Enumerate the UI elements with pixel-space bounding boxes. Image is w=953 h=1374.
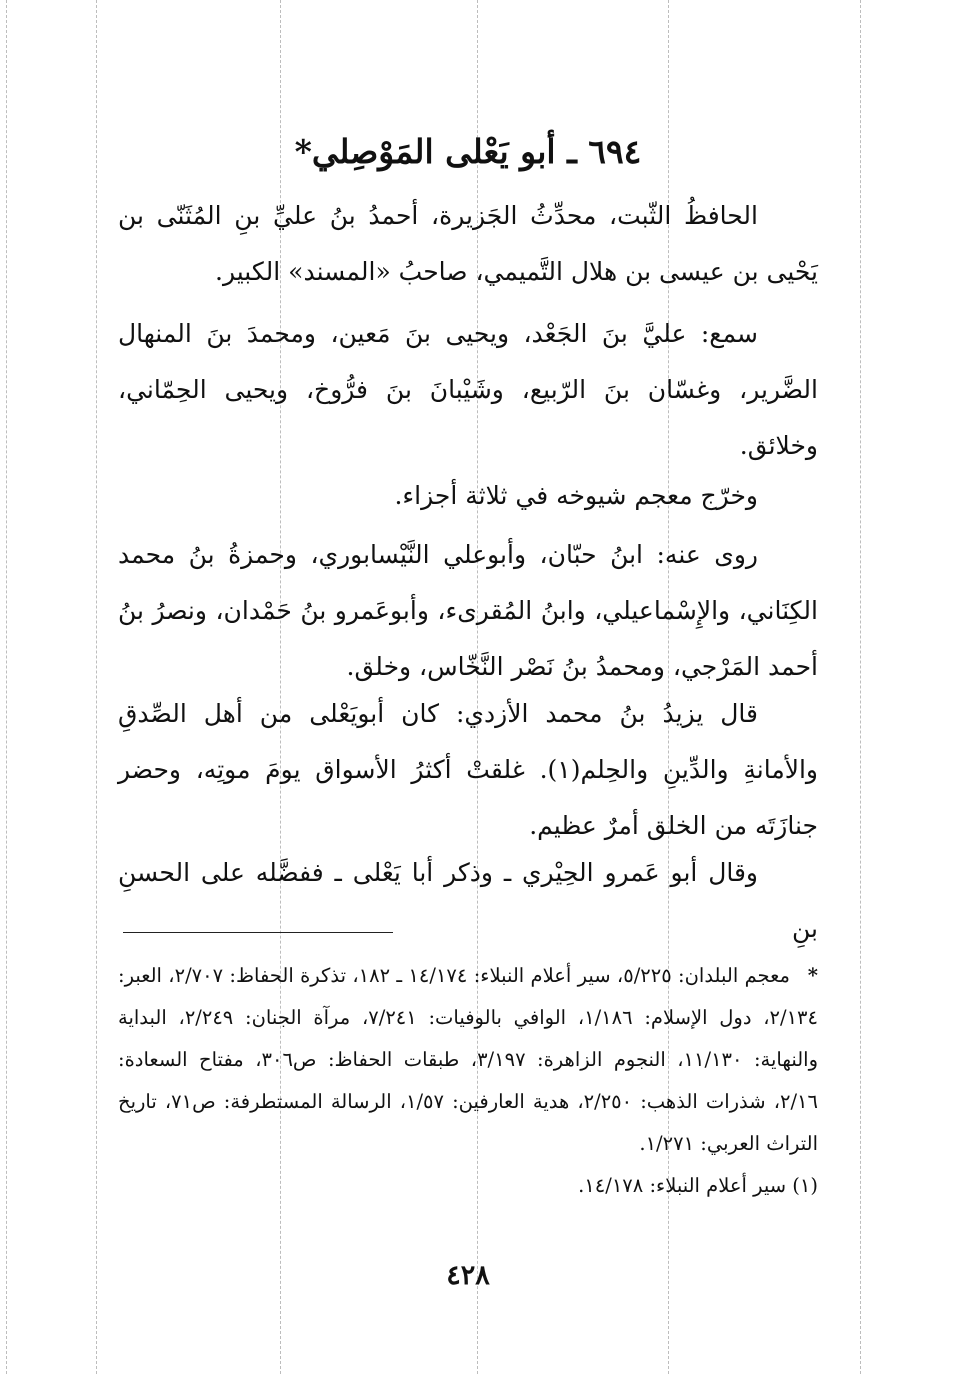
entry-separator: ـ — [567, 132, 577, 171]
scan-guide-line — [96, 0, 97, 1374]
entry-number: ٦٩٤ — [588, 132, 642, 171]
bio-paragraph-students: روى عنه: ابنُ حبّان، وأبوعلي النَّيْسابوري، وحمزةُ بنُ محمد الكِنَاني، والإِسْماعيلي، وابنُ المُقرىء، وأبوعَمرو بنُ حَمْدان، ونصرُ بنُ أحمد المَرْجي، ومحمدُ بنُ نَصْر النَّخّاس، وخلق. — [118, 540, 818, 681]
bio-paragraph-teachers: سمع: عليَّ بنَ الجَعْد، ويحيى بنَ مَعين، ومحمدَ بنَ المنهال الضَّرير، وغسّان بنَ الرّبيع، وشَيْبانَ بنَ فرُّوخ، ويحيى الحِمّاني، وخلائق. — [118, 319, 818, 460]
bio-paragraph-works: وخرّج معجم شيوخه في ثلاثة أجزاء. — [394, 481, 758, 510]
entry-heading — [118, 128, 818, 176]
footnotes — [118, 955, 818, 1207]
page-number: ٤٢٨ — [446, 1260, 490, 1291]
scan-guide-line — [860, 0, 861, 1374]
scan-guide-line — [6, 0, 7, 1374]
sources-marker: * — [807, 964, 818, 987]
bio-paragraph-lineage: الحافظُ الثّبت، محدِّثُ الجَزيرة، أحمدُ بنُ عليِّ بنِ المُثَنّى بن يَحْيى بن عيسى بن هلال التَّميمي، صاحبُ «المسند» الكبير. — [118, 201, 818, 286]
sources-footnote: معجم البلدان: ٥/٢٢٥، سير أعلام النبلاء: ١٤/١٧٤ ـ ١٨٢، تذكرة الحفاظ: ٢/٧٠٧، العبر: ٢/١٣٤، دول الإسلام: ١/١٨٦، الوافي بالوفيات: ٧/٢٤١، مرآة الجنان: ٢/٢٤٩، البداية والنهاية: ١١/١٣٠، النجوم الزاهرة: ٣/١٩٧، طبقات الحفاظ: ص٣٠٦، مفتاح السعادة: ٢/١٦، شذرات الذهب: ٢/٢٥٠، هدية العارفين: ١/٥٧، الرسالة المستطرفة: ص٧١، تاريخ التراث العربي: ١/٢٧١. — [118, 964, 818, 1155]
footnote-divider — [123, 932, 393, 933]
book-page — [118, 0, 818, 1374]
bio-paragraph-continuation: وقال أبو عَمرو الحِيْري ـ وذكر أبا يَعْلى ـ ففضَّله على الحسنِ بنِ — [118, 858, 818, 943]
entry-name: أبو يَعْلى المَوْصِلي* — [294, 132, 556, 171]
bio-paragraph-praise: قال يزيدُ بنُ محمد الأزدي: كان أبويَعْلى من أهل الصِّدقِ والأمانةِ والدِّينِ والحِلم(١). غلقتْ أكثرُ الأسواق يومَ موتِه، وحضر جنازَتَه من الخلق أمرٌ عظيم. — [118, 699, 819, 840]
footnote-1: (١) سير أعلام النبلاء: ١٤/١٧٨. — [578, 1174, 818, 1197]
